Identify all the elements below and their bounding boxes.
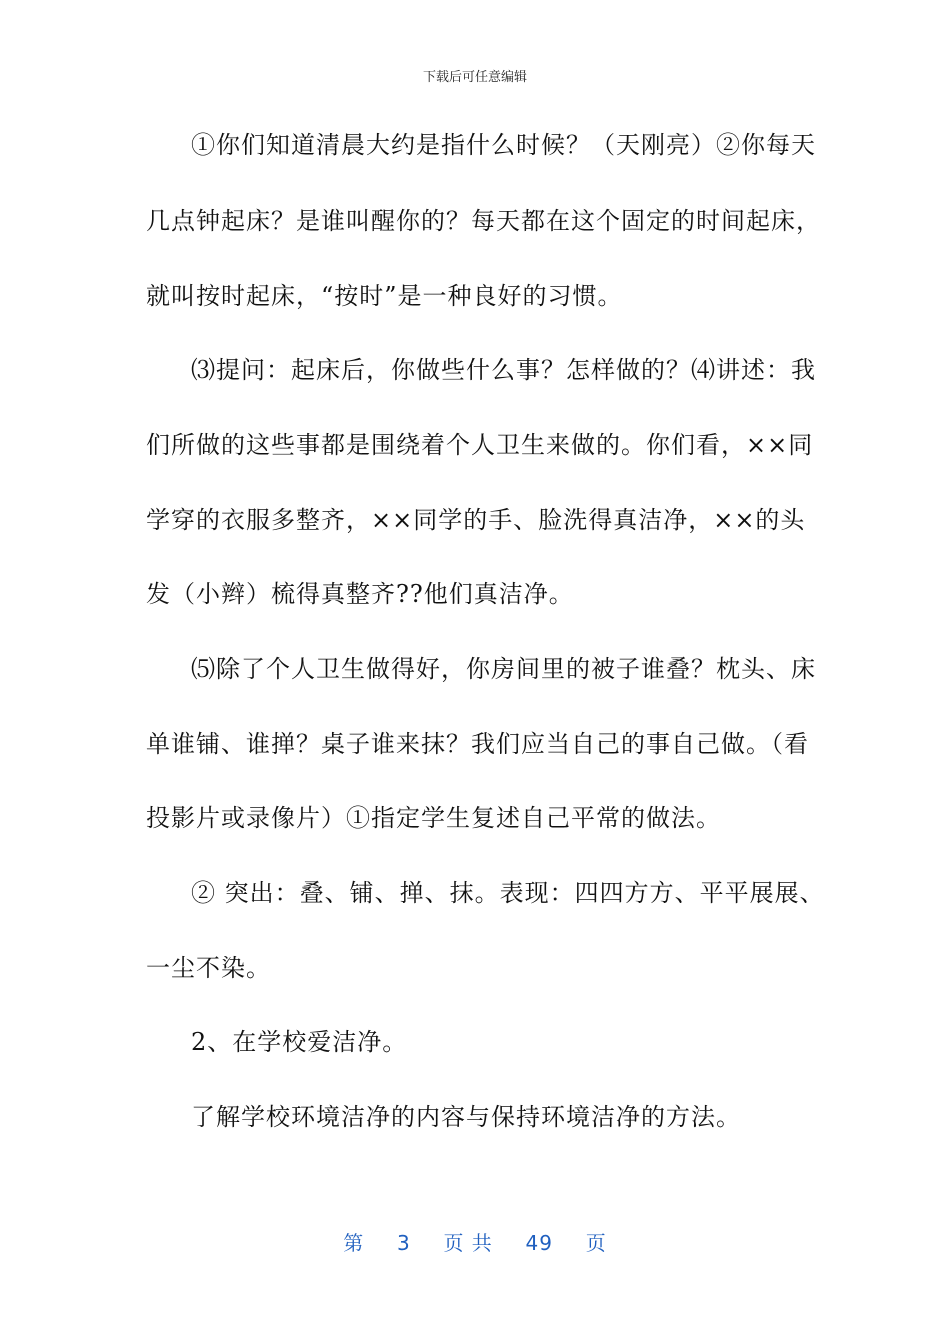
footer-suffix: 页 bbox=[585, 1231, 607, 1255]
header-note: 下载后可任意编辑 bbox=[422, 70, 527, 85]
body-line: 就叫按时起床，“按时”是一种良好的习惯。 bbox=[146, 282, 623, 310]
body-line: 学穿的衣服多整齐，××同学的手、脸洗得真洁净，××的头 bbox=[146, 506, 806, 534]
total-pages-number: 49 bbox=[525, 1231, 553, 1255]
body-line: 几点钟起床？是谁叫醒你的？每天都在这个固定的时间起床， bbox=[146, 207, 821, 235]
body-line: ⑶提问：起床后，你做些什么事？怎样做的？⑷讲述：我 bbox=[191, 356, 816, 384]
body-line: ①你们知道清晨大约是指什么时候？（天刚亮）②你每天 bbox=[191, 131, 816, 159]
current-page-number: 3 bbox=[397, 1231, 411, 1255]
body-line: 一尘不染。 bbox=[146, 954, 271, 982]
body-line: 了解学校环境洁净的内容与保持环境洁净的方法。 bbox=[191, 1103, 741, 1131]
body-line: 2、在学校爱洁净。 bbox=[191, 1028, 408, 1056]
page-footer bbox=[0, 1227, 950, 1256]
footer-middle: 页 共 bbox=[443, 1231, 493, 1255]
body-line: ② 突出：叠、铺、掸、抹。表现：四四方方、平平展展、 bbox=[191, 879, 825, 907]
body-line: 们所做的这些事都是围绕着个人卫生来做的。你们看，××同 bbox=[146, 431, 814, 459]
body-line: 单谁铺、谁掸？桌子谁来抹？我们应当自己的事自己做。（看 bbox=[146, 730, 809, 758]
body-line: ⑸除了个人卫生做得好，你房间里的被子谁叠？枕头、床 bbox=[191, 655, 816, 683]
body-line: 投影片或录像片）①指定学生复述自己平常的做法。 bbox=[146, 804, 721, 832]
footer-prefix: 第 bbox=[343, 1231, 365, 1255]
body-line: 发（小辫）梳得真整齐??他们真洁净。 bbox=[146, 580, 574, 608]
